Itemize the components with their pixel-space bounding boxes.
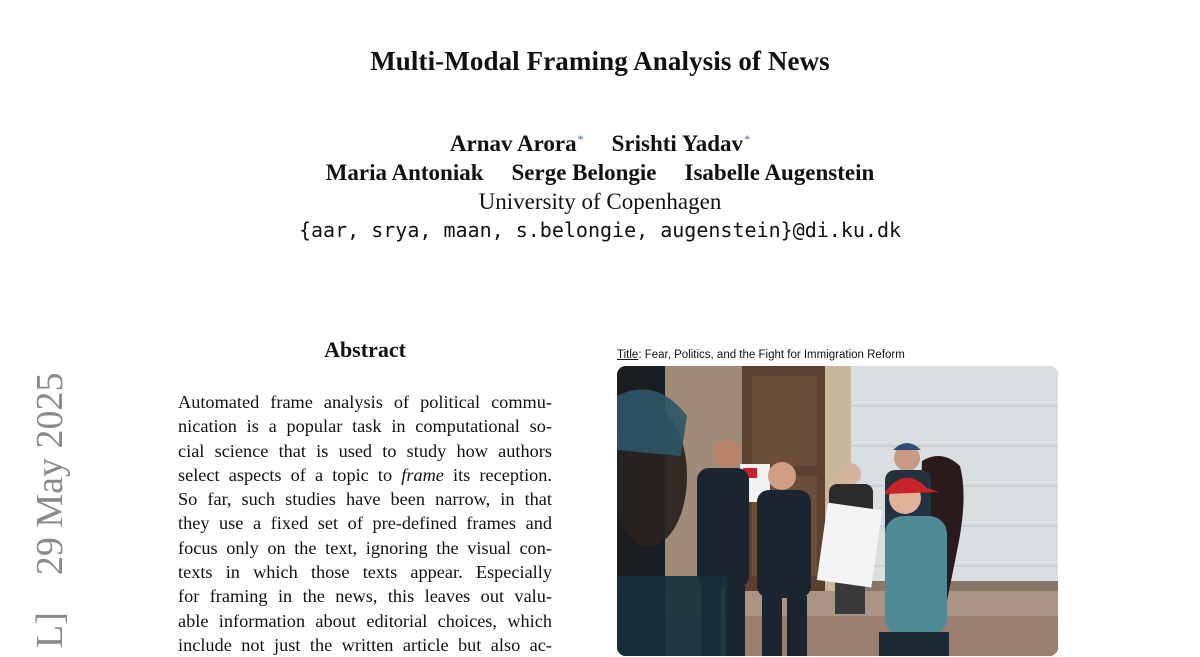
arxiv-stamp-prefix: L]	[29, 612, 71, 648]
arxiv-stamp-date: 29 May 2025	[29, 372, 71, 576]
abstract-line: nication is a popular task in computational so-	[178, 416, 552, 437]
news-photo-illustration	[617, 366, 1058, 656]
police-officer-1	[697, 468, 749, 588]
abstract-line: Automated frame analysis of political commu-	[178, 392, 552, 412]
abstract-heading: Abstract	[324, 337, 406, 362]
news-photo	[617, 366, 1058, 656]
police-officer-2	[757, 490, 811, 598]
caption-text: : Fear, Politics, and the Fight for Immigration Reform	[638, 349, 905, 361]
equal-contribution-mark: *	[744, 132, 751, 146]
protest-sign	[817, 503, 882, 588]
paper-title: Multi-Modal Framing Analysis of News	[370, 46, 830, 76]
author-emails: {aar, srya, maan, s.belongie, augenstein}@di.ku.dk	[298, 218, 902, 242]
abstract-line: for framing in the news, this leaves out valu-	[178, 586, 552, 607]
abstract-line: include not just the written article but also ac-	[178, 634, 552, 655]
teal-shirt	[885, 516, 947, 636]
abstract-line: texts in which those texts appear. Especially	[178, 562, 552, 583]
equal-contribution-mark: *	[577, 132, 584, 146]
abstract-line: they use a fixed set of pre-defined frames and	[178, 513, 552, 534]
author-name: Srishti Yadav	[611, 131, 744, 156]
author-name: Arnav Arora	[449, 131, 577, 156]
abstract-line: So far, such studies have been narrow, in that	[178, 489, 552, 510]
abstract-line: select aspects of a topic to frame its reception.	[178, 464, 552, 485]
author-name: Serge Belongie	[511, 160, 657, 185]
caption-label: Title	[617, 349, 639, 361]
abstract-body	[178, 390, 552, 657]
author-name: Maria Antoniak	[325, 160, 484, 185]
abstract-line: focus only on the text, ignoring the visual con-	[178, 537, 552, 558]
figure-caption	[617, 349, 905, 361]
author-row-1	[0, 131, 1200, 157]
abstract-line: cial science that is used to study how authors	[178, 440, 552, 461]
abstract-line: able information about editorial choices, which	[178, 610, 552, 631]
author-name: Isabelle Augenstein	[684, 160, 875, 185]
author-row-2	[0, 160, 1200, 186]
emphasis: frame	[401, 464, 444, 485]
arxiv-side-stamp	[28, 372, 72, 648]
affiliation: University of Copenhagen	[478, 189, 722, 214]
